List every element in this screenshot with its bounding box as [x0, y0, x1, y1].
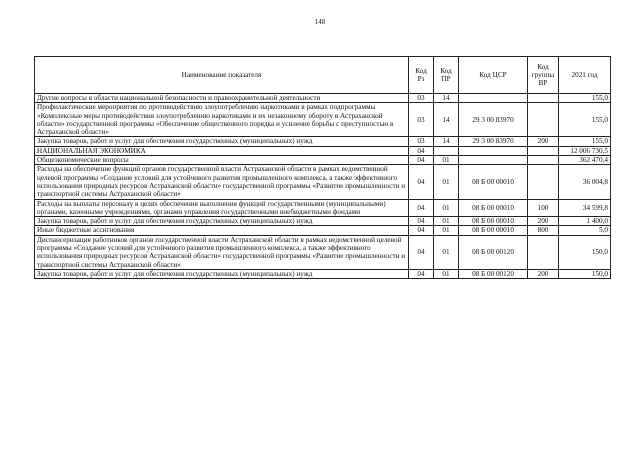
- row-csr: 08 Б 00 00010: [459, 226, 528, 235]
- row-csr: 29 3 00 83970: [459, 103, 528, 137]
- row-vr: [528, 165, 559, 199]
- row-rz: 04: [409, 226, 434, 235]
- row-name: Иные бюджетные ассигнования: [35, 226, 409, 235]
- table-row: [35, 269, 611, 278]
- row-csr: [459, 146, 528, 155]
- row-name: Общеэкономические вопросы: [35, 156, 409, 165]
- row-vr: 200: [528, 217, 559, 226]
- row-value: 12 006 730,5: [559, 146, 611, 155]
- table-row: [35, 94, 611, 103]
- row-vr: 100: [528, 199, 559, 217]
- row-csr: 08 Б 00 00010: [459, 165, 528, 199]
- row-pr: 01: [434, 165, 459, 199]
- row-name: НАЦИОНАЛЬНАЯ ЭКОНОМИКА: [35, 146, 409, 155]
- header-csr: Код ЦСР: [459, 57, 528, 94]
- row-name: Закупка товаров, работ и услуг для обеспечения государственных (муниципальных) нужд: [35, 137, 409, 146]
- table-row: [35, 165, 611, 199]
- row-vr: 800: [528, 226, 559, 235]
- table-row: [35, 217, 611, 226]
- row-vr: 200: [528, 269, 559, 278]
- header-rz: Код Рз: [409, 57, 434, 94]
- table-row: [35, 103, 611, 137]
- row-rz: 03: [409, 103, 434, 137]
- row-csr: 08 Б 00 00010: [459, 199, 528, 217]
- row-value: 34 599,8: [559, 199, 611, 217]
- row-name: Расходы на выплаты персоналу в целях обеспечения выполнения функций государственными (муниципальными) органами, казенными учреждениями, органами управления государственными внебюджетными фондами: [35, 199, 409, 217]
- row-rz: 04: [409, 235, 434, 269]
- header-year: 2021 год: [559, 57, 611, 94]
- row-vr: [528, 156, 559, 165]
- row-name: Другие вопросы в области национальной безопасности и правоохранительной деятельности: [35, 94, 409, 103]
- row-pr: [434, 146, 459, 155]
- row-vr: 200: [528, 137, 559, 146]
- row-rz: 03: [409, 137, 434, 146]
- row-value: 5,0: [559, 226, 611, 235]
- row-vr: [528, 103, 559, 137]
- row-pr: 14: [434, 94, 459, 103]
- row-rz: 04: [409, 217, 434, 226]
- row-vr: [528, 235, 559, 269]
- row-name: Закупка товаров, работ и услуг для обеспечения государственных (муниципальных) нужд: [35, 269, 409, 278]
- row-value: 150,0: [559, 235, 611, 269]
- table-row: [35, 235, 611, 269]
- row-rz: 04: [409, 165, 434, 199]
- row-value: 1 400,0: [559, 217, 611, 226]
- table-row: [35, 146, 611, 155]
- row-value: 150,0: [559, 269, 611, 278]
- row-csr: [459, 94, 528, 103]
- row-pr: 14: [434, 103, 459, 137]
- row-csr: 08 Б 00 00120: [459, 269, 528, 278]
- row-pr: 01: [434, 235, 459, 269]
- row-pr: 14: [434, 137, 459, 146]
- row-name: Диспансеризация работников органов государственной власти Астраханской области в рамках ведомственной целевой программы «Создание условий для устойчивого развития промышленного комплекса, а также эффективного использования природных ресурсов Астраханской области» государственной программы «Развитие промышленности и транспортной системы Астраханской области»: [35, 235, 409, 269]
- row-pr: 01: [434, 226, 459, 235]
- row-csr: 08 Б 00 00010: [459, 217, 528, 226]
- row-rz: 03: [409, 94, 434, 103]
- row-rz: 04: [409, 199, 434, 217]
- row-pr: 01: [434, 217, 459, 226]
- header-pr: Код ПР: [434, 57, 459, 94]
- row-value: 155,0: [559, 103, 611, 137]
- row-csr: 08 Б 00 00120: [459, 235, 528, 269]
- header-vr: Код группы ВР: [528, 57, 559, 94]
- page-number: 148: [314, 18, 326, 26]
- table-row: [35, 156, 611, 165]
- row-name: Профилактические мероприятия по противодействию злоупотреблению наркотиками в рамках подпрограммы «Комплексные меры противодействия злоупотреблению наркотиками и их незаконному обороту в Астраханской области» государственной программы «Обеспечение общественного порядка и усиление борьбы с преступностью в Астраханской области»: [35, 103, 409, 137]
- row-name: Закупка товаров, работ и услуг для обеспечения государственных (муниципальных) нужд: [35, 217, 409, 226]
- row-value: 36 004,8: [559, 165, 611, 199]
- row-pr: 01: [434, 199, 459, 217]
- row-csr: [459, 156, 528, 165]
- table-row: [35, 199, 611, 217]
- header-name: Наименование показателя: [35, 57, 409, 94]
- row-rz: 04: [409, 156, 434, 165]
- row-vr: [528, 94, 559, 103]
- row-name: Расходы на обеспечение функций органов государственной власти Астраханской области в рамках ведомственной целевой программы «Создание условий для устойчивого развития промышленного комплекса, а также эффективного использования природных ресурсов Астраханской области» государственной программы «Развитие промышленности и транспортной системы Астраханской области»: [35, 165, 409, 199]
- row-value: 362 470,4: [559, 156, 611, 165]
- row-value: 155,0: [559, 137, 611, 146]
- table-row: [35, 226, 611, 235]
- table-row: [35, 137, 611, 146]
- row-pr: 01: [434, 269, 459, 278]
- row-pr: 01: [434, 156, 459, 165]
- row-value: 155,0: [559, 94, 611, 103]
- row-rz: 04: [409, 146, 434, 155]
- row-vr: [528, 146, 559, 155]
- table-header-row: [35, 57, 611, 94]
- budget-table: [34, 56, 611, 279]
- row-rz: 04: [409, 269, 434, 278]
- row-csr: 29 3 00 83970: [459, 137, 528, 146]
